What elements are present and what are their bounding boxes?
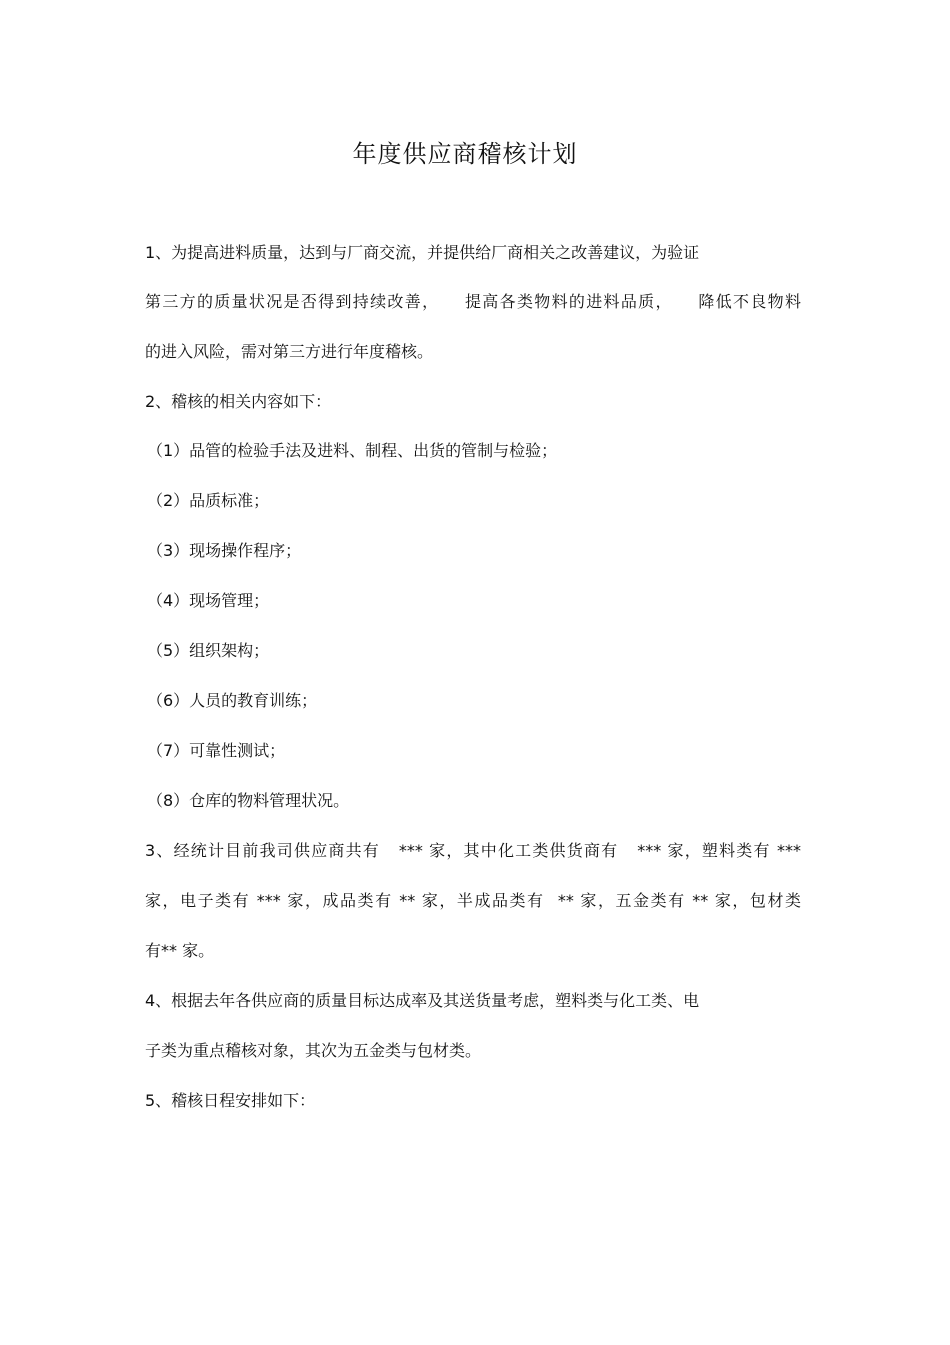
- page-title: 年度供应商稽核计划: [352, 140, 578, 168]
- section1-line2: 第三方的质量状况是否得到持续改善， 提高各类物料的进料品质， 降低不良物料: [145, 292, 801, 311]
- section3-line2: 家，电子类有 *** 家，成品类有 ** 家，半成品类有 ** 家，五金类有 ** 家，包材类: [145, 891, 801, 910]
- section4-line2: 子类为重点稽核对象，其次为五金类与包材类。: [145, 1041, 482, 1060]
- list-item: （2）品质标准；: [147, 491, 270, 510]
- section4-line1: 4、根据去年各供应商的质量目标达成率及其送货量考虑，塑料类与化工类、电: [145, 991, 700, 1010]
- list-item: （1）品管的检验手法及进料、制程、出货的管制与检验；: [147, 441, 558, 460]
- list-item: （5）组织架构；: [147, 641, 270, 660]
- list-item: （8）仓库的物料管理状况。: [147, 791, 350, 810]
- section3-line1: 3、经统计目前我司供应商共有 *** 家，其中化工类供货商有 *** 家，塑料类有 ***: [145, 841, 801, 860]
- section5-heading: 5、稽核日程安排如下：: [145, 1091, 316, 1110]
- list-item: （4）现场管理；: [147, 591, 270, 610]
- list-item: （6）人员的教育训练；: [147, 691, 318, 710]
- section3-line3: 有** 家。: [145, 941, 215, 960]
- section1-line3: 的进入风险，需对第三方进行年度稽核。: [145, 342, 434, 361]
- section2-heading: 2、稽核的相关内容如下：: [145, 392, 332, 411]
- list-item: （7）可靠性测试；: [147, 741, 286, 760]
- list-item: （3）现场操作程序；: [147, 541, 302, 560]
- section1-line1: 1、为提高进料质量，达到与厂商交流，并提供给厂商相关之改善建议，为验证: [145, 243, 700, 262]
